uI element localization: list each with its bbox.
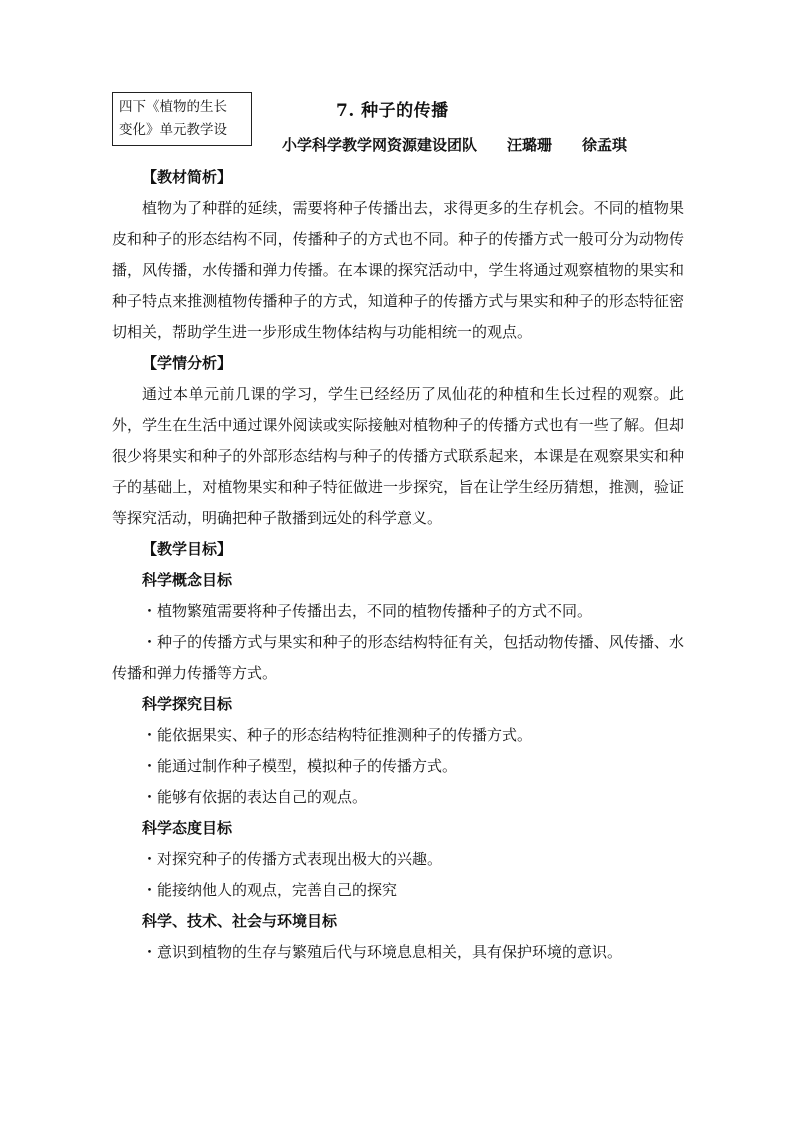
author-line: 小学科学教学网资源建设团队 汪璐珊 徐孟琪 [282, 136, 628, 154]
section-heading-textbook: 【教材简析】 [142, 168, 233, 186]
goal-item: ・种子的传播方式与果实和种子的形态结构特征有关，包括动物传播、风传播、水传播和弹力传播等方式。 [112, 633, 684, 682]
goal-item: ・能通过制作种子模型，模拟种子的传播方式。 [142, 757, 458, 775]
unit-label-line-1: 四下《植物的生长 [119, 99, 227, 115]
textbook-analysis-paragraph: 植物为了种群的延续，需要将种子传播出去，求得更多的生存机会。不同的植物果皮和种子的形态结构不同，传播种子的方式也不同。种子的传播方式一般可分为动物传播，风传播，水传播和弹力传播。在本课的探究活动中，学生将通过观察植物的果实和种子特点来推测植物传播种子的方式，知道种子的传播方式与果实和种子的形态特征密切相关，帮助学生进一步形成生物体结构与功能相统一的观点。 [112, 199, 684, 341]
goal-heading-concept: 科学概念目标 [142, 571, 233, 589]
goal-heading-attitude: 科学态度目标 [142, 819, 233, 837]
lesson-title: 7. 种子的传播 [336, 101, 449, 121]
document-body [112, 162, 684, 968]
goal-heading-inquiry: 科学探究目标 [142, 695, 233, 713]
goal-heading-sts: 科学、技术、社会与环境目标 [142, 912, 338, 930]
goal-item: ・对探究种子的传播方式表现出极大的兴趣。 [142, 850, 443, 868]
unit-label-box [112, 92, 252, 146]
goal-item: ・意识到植物的生存与繁殖后代与环境息息相关，具有保护环境的意识。 [142, 943, 623, 961]
student-analysis-paragraph: 通过本单元前几课的学习，学生已经经历了凤仙花的种植和生长过程的观察。此外，学生在生活中通过课外阅读或实际接触对植物种子的传播方式也有一些了解。但却很少将果实和种子的外部形态结构与种子的传播方式联系起来，本课是在观察果实和种子的基础上，对植物果实和种子特征做进一步探究，旨在让学生经历猜想，推测，验证等探究活动，明确把种子散播到远处的科学意义。 [112, 385, 684, 527]
goal-item: ・植物繁殖需要将种子传播出去，不同的植物传播种子的方式不同。 [142, 602, 593, 620]
section-heading-goals: 【教学目标】 [142, 540, 233, 558]
goal-item: ・能接纳他人的观点，完善自己的探究 [142, 881, 398, 899]
unit-label-line-2: 变化》单元教学设 [119, 122, 227, 138]
goal-item: ・能够有依据的表达自己的观点。 [142, 788, 368, 806]
goal-item: ・能依据果实、种子的形态结构特征推测种子的传播方式。 [142, 726, 533, 744]
section-heading-students: 【学情分析】 [142, 354, 233, 372]
